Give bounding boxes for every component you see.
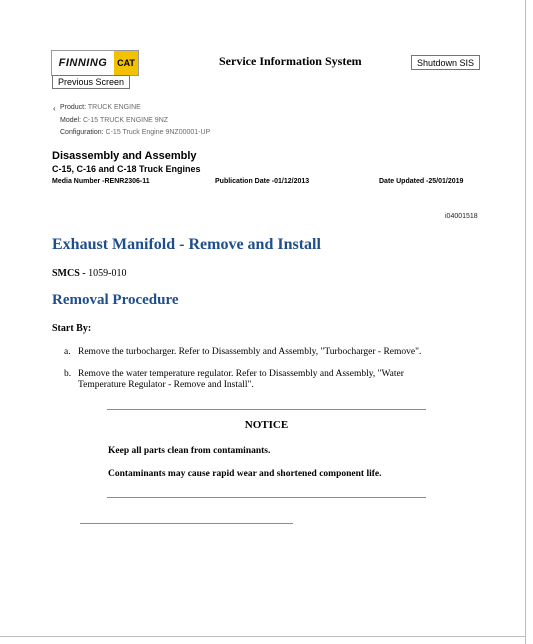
configuration-value: C-15 Truck Engine 9NZ00001-UP xyxy=(105,129,211,136)
notice-line-2: Contaminants may cause rapid wear and shortened component life. xyxy=(108,469,382,479)
configuration-label: Configuration: xyxy=(60,129,104,136)
finning-cat-logo xyxy=(51,50,139,76)
model-line xyxy=(60,117,168,124)
back-chevron-icon[interactable]: ‹ xyxy=(53,104,56,113)
footer-divider xyxy=(80,523,293,524)
document-heading: Disassembly and Assembly xyxy=(52,150,197,162)
section-heading: Removal Procedure xyxy=(52,292,179,308)
product-line xyxy=(60,104,141,111)
model-value: C-15 TRUCK ENGINE 9NZ xyxy=(82,117,169,124)
date-updated: Date Updated -25/01/2019 xyxy=(379,178,464,185)
notice-title: NOTICE xyxy=(244,419,289,431)
page-frame-bottom xyxy=(0,636,526,637)
step-text: Remove the water temperature regulator. Refer to Disassembly and Assembly, "Water Temperature Regulator - Remove and Install". xyxy=(78,369,404,390)
smcs-value: 1059-010 xyxy=(88,268,127,279)
shutdown-sis-button[interactable]: Shutdown SIS xyxy=(411,55,480,70)
smcs-label: SMCS - xyxy=(52,268,86,279)
notice-top-divider xyxy=(107,409,426,410)
cat-logo-mark: CAT xyxy=(114,51,138,75)
finning-logo-text: FINNING xyxy=(52,51,114,75)
engines-subheading: C-15, C-16 and C-18 Truck Engines xyxy=(52,164,201,174)
smcs-code xyxy=(52,268,126,279)
step-label: a. xyxy=(64,347,71,357)
previous-screen-button[interactable]: Previous Screen xyxy=(52,75,130,89)
page-frame-right xyxy=(525,0,526,644)
step-text: Remove the turbocharger. Refer to Disassembly and Assembly, "Turbocharger - Remove". xyxy=(78,347,422,357)
notice-bottom-divider xyxy=(107,497,426,498)
step-label: b. xyxy=(64,369,72,379)
page-title: Exhaust Manifold - Remove and Install xyxy=(52,236,321,253)
sis-title: Service Information System xyxy=(219,54,362,68)
notice-line-1: Keep all parts clean from contaminants. xyxy=(108,446,271,456)
product-value: TRUCK ENGINE xyxy=(87,104,141,111)
media-number: Media Number -RENR2306-11 xyxy=(52,178,150,185)
model-label: Model: xyxy=(60,117,82,124)
start-by-label: Start By: xyxy=(52,323,92,334)
product-label: Product: xyxy=(60,104,87,111)
document-id: i04001518 xyxy=(445,213,478,220)
publication-date: Publication Date -01/12/2013 xyxy=(215,178,310,185)
configuration-line xyxy=(60,129,210,136)
